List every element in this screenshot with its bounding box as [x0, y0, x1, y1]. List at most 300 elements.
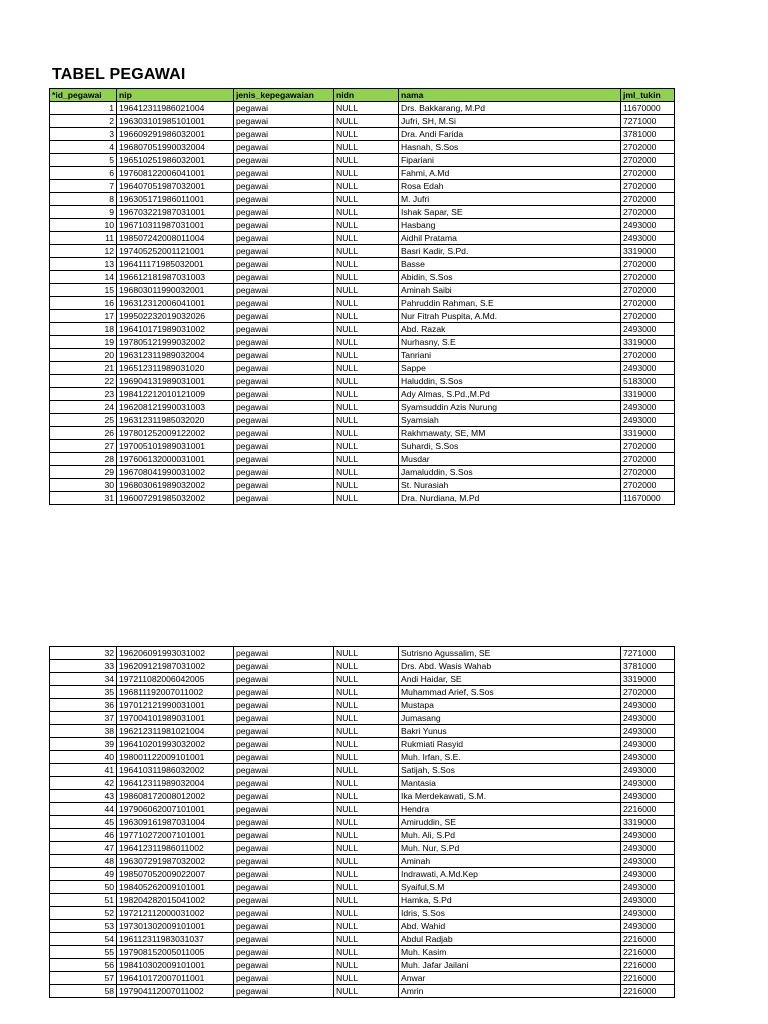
- cell-jenis-kepegawaian: pegawai: [234, 855, 334, 868]
- cell-nip: 196212311981021004: [117, 725, 234, 738]
- cell-nama: Muh. Irfan, S.E.: [399, 751, 621, 764]
- cell-nip: 196609291986032001: [117, 128, 234, 141]
- cell-jml-tukin: 7271000: [621, 115, 675, 128]
- cell-nip: 197904112007011002: [117, 985, 234, 998]
- cell-jml-tukin: 2493000: [621, 362, 675, 375]
- cell-id-pegawai: 11: [50, 232, 117, 245]
- cell-nip: 197212112000031002: [117, 907, 234, 920]
- cell-jml-tukin: 2493000: [621, 232, 675, 245]
- cell-jenis-kepegawaian: pegawai: [234, 128, 334, 141]
- cell-jenis-kepegawaian: pegawai: [234, 686, 334, 699]
- table-row: [50, 764, 675, 777]
- cell-jenis-kepegawaian: pegawai: [234, 803, 334, 816]
- cell-nama: Muh. Kasim: [399, 946, 621, 959]
- cell-jenis-kepegawaian: pegawai: [234, 673, 334, 686]
- table-row: [50, 245, 675, 258]
- table-row: [50, 816, 675, 829]
- cell-nama: Hasbang: [399, 219, 621, 232]
- cell-jenis-kepegawaian: pegawai: [234, 388, 334, 401]
- cell-nidn: NULL: [334, 933, 399, 946]
- table-row: [50, 686, 675, 699]
- cell-id-pegawai: 28: [50, 453, 117, 466]
- cell-nidn: NULL: [334, 141, 399, 154]
- cell-nama: Syamsiah: [399, 414, 621, 427]
- cell-nip: 196312312006041001: [117, 297, 234, 310]
- cell-jenis-kepegawaian: pegawai: [234, 310, 334, 323]
- cell-jenis-kepegawaian: pegawai: [234, 946, 334, 959]
- cell-nidn: NULL: [334, 102, 399, 115]
- cell-nama: Anwar: [399, 972, 621, 985]
- cell-jml-tukin: 2493000: [621, 725, 675, 738]
- cell-jenis-kepegawaian: pegawai: [234, 466, 334, 479]
- table-row: [50, 284, 675, 297]
- cell-nama: Rakhmawaty, SE, MM: [399, 427, 621, 440]
- cell-nama: Rosa Edah: [399, 180, 621, 193]
- col-header-jenis-kepegawaian: jenis_kepegawaian: [234, 89, 334, 102]
- cell-nidn: NULL: [334, 453, 399, 466]
- cell-id-pegawai: 18: [50, 323, 117, 336]
- cell-id-pegawai: 1: [50, 102, 117, 115]
- cell-id-pegawai: 5: [50, 154, 117, 167]
- cell-nip: 198410302009101001: [117, 959, 234, 972]
- cell-jml-tukin: 3781000: [621, 660, 675, 673]
- cell-nama: Abdul Radjab: [399, 933, 621, 946]
- cell-nip: 196703221987031001: [117, 206, 234, 219]
- cell-jml-tukin: 2216000: [621, 972, 675, 985]
- cell-jenis-kepegawaian: pegawai: [234, 894, 334, 907]
- cell-id-pegawai: 21: [50, 362, 117, 375]
- cell-id-pegawai: 19: [50, 336, 117, 349]
- cell-jml-tukin: 2702000: [621, 271, 675, 284]
- cell-nidn: NULL: [334, 881, 399, 894]
- table-row: [50, 401, 675, 414]
- cell-jenis-kepegawaian: pegawai: [234, 492, 334, 505]
- cell-jml-tukin: 2493000: [621, 842, 675, 855]
- table-row: [50, 102, 675, 115]
- cell-nama: Haluddin, S.Sos: [399, 375, 621, 388]
- cell-nip: 198412212010121009: [117, 388, 234, 401]
- cell-nidn: NULL: [334, 154, 399, 167]
- cell-jenis-kepegawaian: pegawai: [234, 764, 334, 777]
- cell-jml-tukin: 3319000: [621, 673, 675, 686]
- cell-nip: 196209121987031002: [117, 660, 234, 673]
- cell-jenis-kepegawaian: pegawai: [234, 401, 334, 414]
- cell-jenis-kepegawaian: pegawai: [234, 258, 334, 271]
- cell-nidn: NULL: [334, 686, 399, 699]
- cell-nip: 198608172008012002: [117, 790, 234, 803]
- cell-id-pegawai: 37: [50, 712, 117, 725]
- cell-id-pegawai: 54: [50, 933, 117, 946]
- cell-jml-tukin: 2493000: [621, 907, 675, 920]
- cell-id-pegawai: 42: [50, 777, 117, 790]
- cell-nidn: NULL: [334, 673, 399, 686]
- cell-id-pegawai: 52: [50, 907, 117, 920]
- cell-nidn: NULL: [334, 777, 399, 790]
- table-row: [50, 647, 675, 660]
- cell-nip: 196512311989031020: [117, 362, 234, 375]
- cell-id-pegawai: 17: [50, 310, 117, 323]
- cell-nip: 196807051990032004: [117, 141, 234, 154]
- cell-id-pegawai: 14: [50, 271, 117, 284]
- cell-jenis-kepegawaian: pegawai: [234, 284, 334, 297]
- cell-jml-tukin: 2702000: [621, 453, 675, 466]
- cell-id-pegawai: 35: [50, 686, 117, 699]
- cell-nip: 197211082006042005: [117, 673, 234, 686]
- col-header-nidn: nidn: [334, 89, 399, 102]
- cell-id-pegawai: 26: [50, 427, 117, 440]
- cell-nama: Dra. Nurdiana, M.Pd: [399, 492, 621, 505]
- cell-nama: Mustapa: [399, 699, 621, 712]
- cell-jenis-kepegawaian: pegawai: [234, 323, 334, 336]
- cell-id-pegawai: 33: [50, 660, 117, 673]
- cell-nidn: NULL: [334, 842, 399, 855]
- cell-jenis-kepegawaian: pegawai: [234, 115, 334, 128]
- cell-nip: 197301302009101001: [117, 920, 234, 933]
- cell-jml-tukin: 3781000: [621, 128, 675, 141]
- cell-jenis-kepegawaian: pegawai: [234, 180, 334, 193]
- cell-nidn: NULL: [334, 180, 399, 193]
- cell-nip: 196612181987031003: [117, 271, 234, 284]
- cell-nama: Andi Haidar, SE: [399, 673, 621, 686]
- cell-jenis-kepegawaian: pegawai: [234, 297, 334, 310]
- cell-nama: Nur Fitrah Puspita, A.Md.: [399, 310, 621, 323]
- table-row: [50, 219, 675, 232]
- cell-id-pegawai: 8: [50, 193, 117, 206]
- cell-nama: Fipariani: [399, 154, 621, 167]
- cell-jenis-kepegawaian: pegawai: [234, 245, 334, 258]
- cell-jenis-kepegawaian: pegawai: [234, 920, 334, 933]
- cell-nidn: NULL: [334, 297, 399, 310]
- cell-id-pegawai: 30: [50, 479, 117, 492]
- cell-id-pegawai: 27: [50, 440, 117, 453]
- cell-nip: 197710272007101001: [117, 829, 234, 842]
- cell-nip: 196206091993031002: [117, 647, 234, 660]
- table-row: [50, 323, 675, 336]
- cell-nama: Nurhasny, S.E: [399, 336, 621, 349]
- col-header-nip: nip: [117, 89, 234, 102]
- cell-nama: St. Nurasiah: [399, 479, 621, 492]
- table-row: [50, 440, 675, 453]
- employee-table-part-2: [49, 646, 675, 998]
- cell-jml-tukin: 2493000: [621, 219, 675, 232]
- col-header-nama: nama: [399, 89, 621, 102]
- cell-jenis-kepegawaian: pegawai: [234, 219, 334, 232]
- table-row: [50, 453, 675, 466]
- cell-nama: Drs. Abd. Wasis Wahab: [399, 660, 621, 673]
- cell-id-pegawai: 10: [50, 219, 117, 232]
- cell-nip: 196803011990032001: [117, 284, 234, 297]
- cell-nidn: NULL: [334, 738, 399, 751]
- table-body-2: [50, 647, 675, 998]
- cell-id-pegawai: 55: [50, 946, 117, 959]
- cell-id-pegawai: 23: [50, 388, 117, 401]
- cell-jml-tukin: 2216000: [621, 803, 675, 816]
- cell-id-pegawai: 29: [50, 466, 117, 479]
- cell-jml-tukin: 2493000: [621, 401, 675, 414]
- cell-nama: Jumasang: [399, 712, 621, 725]
- cell-jml-tukin: 2493000: [621, 881, 675, 894]
- table-row: [50, 115, 675, 128]
- cell-jml-tukin: 2702000: [621, 167, 675, 180]
- cell-jenis-kepegawaian: pegawai: [234, 193, 334, 206]
- cell-jml-tukin: 2493000: [621, 790, 675, 803]
- table-row: [50, 427, 675, 440]
- cell-jml-tukin: 2702000: [621, 479, 675, 492]
- cell-id-pegawai: 20: [50, 349, 117, 362]
- cell-jenis-kepegawaian: pegawai: [234, 829, 334, 842]
- cell-id-pegawai: 43: [50, 790, 117, 803]
- cell-jml-tukin: 2702000: [621, 349, 675, 362]
- cell-id-pegawai: 9: [50, 206, 117, 219]
- cell-nidn: NULL: [334, 790, 399, 803]
- cell-nama: Dra. Andi Farida: [399, 128, 621, 141]
- cell-nip: 197405252001121001: [117, 245, 234, 258]
- table-row: [50, 258, 675, 271]
- table-row: [50, 699, 675, 712]
- cell-jml-tukin: 2493000: [621, 699, 675, 712]
- table-row: [50, 803, 675, 816]
- cell-nidn: NULL: [334, 647, 399, 660]
- cell-jml-tukin: 2493000: [621, 764, 675, 777]
- cell-nama: Amiruddin, SE: [399, 816, 621, 829]
- cell-nip: 196510251986032001: [117, 154, 234, 167]
- cell-nidn: NULL: [334, 349, 399, 362]
- cell-jenis-kepegawaian: pegawai: [234, 881, 334, 894]
- table-row: [50, 336, 675, 349]
- cell-id-pegawai: 48: [50, 855, 117, 868]
- cell-nidn: NULL: [334, 855, 399, 868]
- cell-nidn: NULL: [334, 479, 399, 492]
- cell-nidn: NULL: [334, 699, 399, 712]
- cell-id-pegawai: 22: [50, 375, 117, 388]
- cell-id-pegawai: 4: [50, 141, 117, 154]
- cell-jenis-kepegawaian: pegawai: [234, 414, 334, 427]
- cell-jml-tukin: 2702000: [621, 193, 675, 206]
- cell-nip: 196112311983031037: [117, 933, 234, 946]
- cell-nip: 197004101989031001: [117, 712, 234, 725]
- table-row: [50, 414, 675, 427]
- cell-jenis-kepegawaian: pegawai: [234, 167, 334, 180]
- cell-nama: Bakri Yunus: [399, 725, 621, 738]
- cell-nama: Hasnah, S.Sos: [399, 141, 621, 154]
- cell-nidn: NULL: [334, 271, 399, 284]
- cell-id-pegawai: 47: [50, 842, 117, 855]
- cell-nip: 197606132000031001: [117, 453, 234, 466]
- cell-jenis-kepegawaian: pegawai: [234, 660, 334, 673]
- cell-jml-tukin: 2493000: [621, 414, 675, 427]
- table-row: [50, 375, 675, 388]
- cell-nama: Hamka, S.Pd: [399, 894, 621, 907]
- table-row: [50, 193, 675, 206]
- cell-jml-tukin: 2702000: [621, 466, 675, 479]
- cell-nip: 196412311989032004: [117, 777, 234, 790]
- cell-id-pegawai: 56: [50, 959, 117, 972]
- cell-jenis-kepegawaian: pegawai: [234, 336, 334, 349]
- cell-nama: Basri Kadir, S.Pd.: [399, 245, 621, 258]
- cell-id-pegawai: 12: [50, 245, 117, 258]
- cell-nama: Pahruddin Rahman, S.E: [399, 297, 621, 310]
- cell-nidn: NULL: [334, 907, 399, 920]
- cell-nip: 197805121999032002: [117, 336, 234, 349]
- cell-nama: Amrin: [399, 985, 621, 998]
- cell-jml-tukin: 2493000: [621, 323, 675, 336]
- cell-id-pegawai: 3: [50, 128, 117, 141]
- cell-nama: Ika Merdekawati, S.M.: [399, 790, 621, 803]
- cell-jenis-kepegawaian: pegawai: [234, 985, 334, 998]
- cell-jenis-kepegawaian: pegawai: [234, 777, 334, 790]
- cell-nama: Sutrisno Agussalim, SE: [399, 647, 621, 660]
- cell-nip: 199502232019032026: [117, 310, 234, 323]
- cell-jenis-kepegawaian: pegawai: [234, 738, 334, 751]
- cell-jenis-kepegawaian: pegawai: [234, 440, 334, 453]
- table-row: [50, 855, 675, 868]
- cell-nip: 196007291985032002: [117, 492, 234, 505]
- table-row: [50, 310, 675, 323]
- cell-nama: Rukmiati Rasyid: [399, 738, 621, 751]
- cell-id-pegawai: 2: [50, 115, 117, 128]
- cell-nip: 197012121990031001: [117, 699, 234, 712]
- cell-nama: Aidhil Pratama: [399, 232, 621, 245]
- cell-jenis-kepegawaian: pegawai: [234, 699, 334, 712]
- cell-jml-tukin: 3319000: [621, 388, 675, 401]
- cell-jml-tukin: 2702000: [621, 686, 675, 699]
- cell-id-pegawai: 38: [50, 725, 117, 738]
- cell-nidn: NULL: [334, 362, 399, 375]
- cell-jml-tukin: 11670000: [621, 492, 675, 505]
- cell-nidn: NULL: [334, 414, 399, 427]
- cell-id-pegawai: 7: [50, 180, 117, 193]
- cell-id-pegawai: 36: [50, 699, 117, 712]
- cell-jenis-kepegawaian: pegawai: [234, 271, 334, 284]
- cell-nidn: NULL: [334, 946, 399, 959]
- cell-jml-tukin: 3319000: [621, 245, 675, 258]
- table-row: [50, 388, 675, 401]
- cell-jml-tukin: 2493000: [621, 751, 675, 764]
- cell-jenis-kepegawaian: pegawai: [234, 453, 334, 466]
- cell-jenis-kepegawaian: pegawai: [234, 102, 334, 115]
- cell-id-pegawai: 53: [50, 920, 117, 933]
- cell-nidn: NULL: [334, 985, 399, 998]
- cell-jml-tukin: 3319000: [621, 336, 675, 349]
- cell-nidn: NULL: [334, 219, 399, 232]
- cell-nip: 197608122006041001: [117, 167, 234, 180]
- cell-nidn: NULL: [334, 115, 399, 128]
- cell-nidn: NULL: [334, 167, 399, 180]
- cell-jenis-kepegawaian: pegawai: [234, 751, 334, 764]
- cell-nama: Syaiful,S.M: [399, 881, 621, 894]
- cell-jenis-kepegawaian: pegawai: [234, 972, 334, 985]
- cell-jenis-kepegawaian: pegawai: [234, 959, 334, 972]
- cell-jml-tukin: 7271000: [621, 647, 675, 660]
- table-row: [50, 972, 675, 985]
- cell-id-pegawai: 39: [50, 738, 117, 751]
- cell-nama: Hendra: [399, 803, 621, 816]
- cell-nip: 196305171986011001: [117, 193, 234, 206]
- cell-id-pegawai: 34: [50, 673, 117, 686]
- cell-nip: 196303101985101001: [117, 115, 234, 128]
- cell-jml-tukin: 11670000: [621, 102, 675, 115]
- table-row: [50, 894, 675, 907]
- cell-nama: Basse: [399, 258, 621, 271]
- cell-nama: Abd. Wahid: [399, 920, 621, 933]
- cell-nama: Satijah, S.Sos: [399, 764, 621, 777]
- table-row: [50, 128, 675, 141]
- cell-nip: 196411171985032001: [117, 258, 234, 271]
- cell-jml-tukin: 2493000: [621, 855, 675, 868]
- cell-id-pegawai: 40: [50, 751, 117, 764]
- col-header-id-pegawai: *id_pegawai: [50, 89, 117, 102]
- table-row: [50, 362, 675, 375]
- cell-jml-tukin: 2216000: [621, 933, 675, 946]
- cell-nidn: NULL: [334, 193, 399, 206]
- cell-nidn: NULL: [334, 764, 399, 777]
- cell-nidn: NULL: [334, 868, 399, 881]
- cell-jml-tukin: 2702000: [621, 284, 675, 297]
- cell-nama: Musdar: [399, 453, 621, 466]
- table-row: [50, 777, 675, 790]
- cell-nidn: NULL: [334, 440, 399, 453]
- cell-nip: 198507052009022007: [117, 868, 234, 881]
- cell-jenis-kepegawaian: pegawai: [234, 907, 334, 920]
- cell-nama: Muh. Ali, S.Pd: [399, 829, 621, 842]
- cell-jml-tukin: 2493000: [621, 738, 675, 751]
- cell-nama: Ishak Sapar, SE: [399, 206, 621, 219]
- table-row: [50, 673, 675, 686]
- table-row: [50, 154, 675, 167]
- cell-nidn: NULL: [334, 336, 399, 349]
- table-row: [50, 946, 675, 959]
- cell-nama: Indrawati, A.Md.Kep: [399, 868, 621, 881]
- cell-jml-tukin: 2702000: [621, 206, 675, 219]
- cell-id-pegawai: 31: [50, 492, 117, 505]
- cell-id-pegawai: 46: [50, 829, 117, 842]
- cell-jml-tukin: 2493000: [621, 920, 675, 933]
- table-row: [50, 790, 675, 803]
- cell-jenis-kepegawaian: pegawai: [234, 816, 334, 829]
- cell-nama: Jufri, SH, M.Si: [399, 115, 621, 128]
- cell-nidn: NULL: [334, 660, 399, 673]
- cell-jenis-kepegawaian: pegawai: [234, 933, 334, 946]
- cell-nidn: NULL: [334, 816, 399, 829]
- table-row: [50, 959, 675, 972]
- cell-jenis-kepegawaian: pegawai: [234, 349, 334, 362]
- cell-nip: 196412311986021004: [117, 102, 234, 115]
- table-row: [50, 271, 675, 284]
- cell-jml-tukin: 3319000: [621, 816, 675, 829]
- employee-table-part-1: [49, 88, 675, 505]
- cell-jml-tukin: 2702000: [621, 180, 675, 193]
- cell-nidn: NULL: [334, 388, 399, 401]
- cell-nip: 196708041990031002: [117, 466, 234, 479]
- table-row: [50, 660, 675, 673]
- table-row: [50, 297, 675, 310]
- cell-id-pegawai: 45: [50, 816, 117, 829]
- cell-jenis-kepegawaian: pegawai: [234, 790, 334, 803]
- table-row: [50, 349, 675, 362]
- cell-nidn: NULL: [334, 258, 399, 271]
- table-row: [50, 712, 675, 725]
- cell-nip: 198507242008011004: [117, 232, 234, 245]
- table-row: [50, 466, 675, 479]
- cell-nidn: NULL: [334, 492, 399, 505]
- cell-jml-tukin: 2702000: [621, 297, 675, 310]
- cell-nip: 196803061989032002: [117, 479, 234, 492]
- cell-nip: 196410171989031002: [117, 323, 234, 336]
- cell-nip: 198204282015041002: [117, 894, 234, 907]
- cell-nama: Muh. Jafar Jailani: [399, 959, 621, 972]
- cell-nidn: NULL: [334, 959, 399, 972]
- cell-nidn: NULL: [334, 245, 399, 258]
